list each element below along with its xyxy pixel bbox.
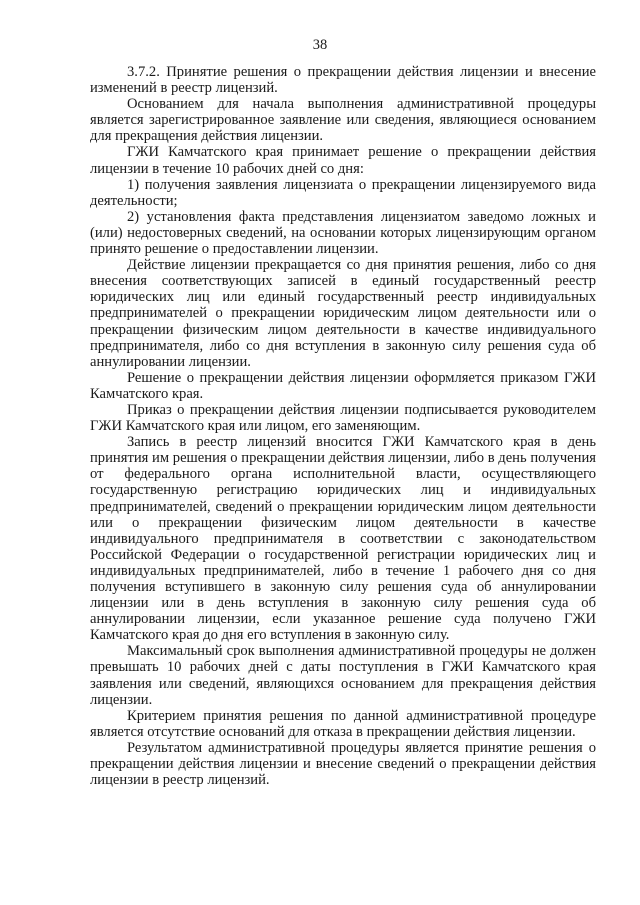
paragraph-section-heading: 3.7.2. Принятие решения о прекращении действия лицензии и внесение изменений в реестр лицензий.	[90, 64, 596, 97]
paragraph-registry-entry: Запись в реестр лицензий вносится ГЖИ Камчатского края в день принятия им решения о прекращении действия лицензии, либо в день получения от федерального органа исполнительной власти, осуществляющего государственную регистрацию юридических лиц и индивидуальных предпринимателей, сведений о прекращении юридическим лицом деятельности или о прекращении физическим лицом деятельности в качестве индивидуального предпринимателя в соответствии с законодательством Российской Федерации о государственной регистрации юридических лиц и индивидуальных предпринимателей, либо в течение 1 рабочего дня со дня получения вступившего в законную силу решения суда об аннулировании лицензии или в день вступления в законную силу решения суда об аннулировании лицензии, если указанное решение суда получено ГЖИ Камчатского края до дня его вступления в законную силу.	[90, 434, 596, 644]
page-number: 38	[312, 37, 328, 53]
paragraph-list-item-1: 1) получения заявления лицензиата о прекращении лицензируемого вида деятельности;	[90, 176, 596, 209]
paragraph-decision-term: ГЖИ Камчатского края принимает решение о прекращении действия лицензии в течение 10 рабочих дней со дня:	[90, 144, 596, 177]
paragraph-procedure-result: Результатом административной процедуры является принятие решения о прекращении действия лицензии и внесение сведений о прекращении действия лицензии в реестр лицензий.	[90, 739, 596, 789]
paragraph-list-item-2: 2) установления факта представления лицензиатом заведомо ложных и (или) недостоверных сведений, на основании которых лицензирующим органом принято решение о предоставлении лицензии.	[90, 208, 596, 258]
document-body	[90, 64, 596, 788]
paragraph-termination-date: Действие лицензии прекращается со дня принятия решения, либо со дня внесения соответствующих записей в единый государственный реестр юридических лиц или единый государственный реестр индивидуальных предпринимателей о прекращении юридическим лицом деятельности или о прекращении физическим лицом деятельности в качестве индивидуального предпринимателя, либо со дня вступления в законную силу решения суда об аннулировании лицензии.	[90, 257, 596, 370]
paragraph-decision-criterion: Критерием принятия решения по данной административной процедуре является отсутствие оснований для отказа в прекращении действия лицензии.	[90, 707, 596, 740]
paragraph-grounds: Основанием для начала выполнения административной процедуры является зарегистрированное заявление или сведения, являющиеся основанием для прекращения действия лицензии.	[90, 96, 596, 145]
paragraph-max-duration: Максимальный срок выполнения административной процедуры не должен превышать 10 рабочих дней с даты поступления в ГЖИ Камчатского края заявления или сведений, являющихся основанием для прекращения действия лицензии.	[90, 643, 596, 708]
paragraph-decision-order: Решение о прекращении действия лицензии оформляется приказом ГЖИ Камчатского края.	[90, 369, 596, 402]
paragraph-order-signing: Приказ о прекращении действия лицензии подписывается руководителем ГЖИ Камчатского края или лицом, его заменяющим.	[90, 401, 596, 435]
